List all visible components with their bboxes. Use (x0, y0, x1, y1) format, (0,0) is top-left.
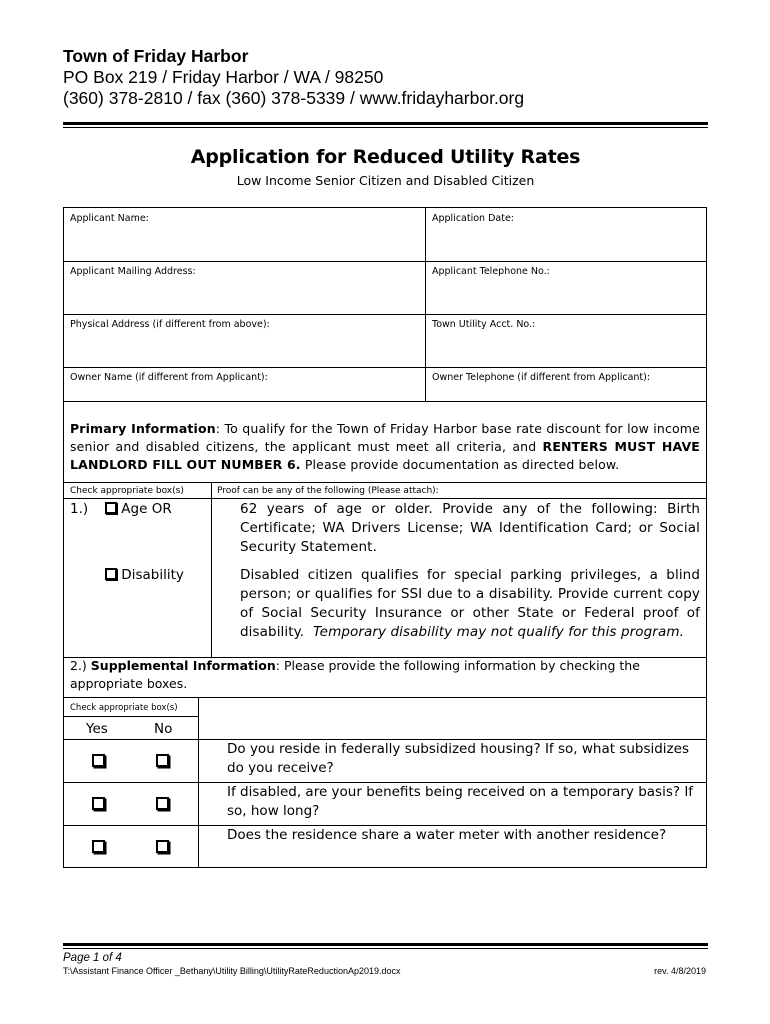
supplemental-text: : Please provide the following information by checking the appropriate boxes. (70, 658, 640, 691)
yes-column-header: Yes (86, 721, 108, 737)
applicant-name-field[interactable]: Applicant Name: (70, 213, 149, 224)
q1-yes-checkbox[interactable] (92, 754, 105, 767)
footer-rule-thin (63, 948, 708, 949)
grid-line (64, 498, 706, 499)
section1-divider (211, 482, 212, 657)
grid-line (64, 314, 706, 315)
owner-name-field[interactable]: Owner Name (if different from Applicant): (70, 372, 268, 383)
application-form (63, 207, 707, 868)
owner-phone-field[interactable]: Owner Telephone (if different from Applicant): (432, 372, 651, 383)
footer-rule-thick (63, 943, 708, 946)
header-rule-thin (63, 127, 708, 128)
item-number-2: 2.) (70, 658, 87, 673)
primary-text: : To qualify for the Town of Friday Harbor base rate discount for low income senior and disabled citizens, the applicant must meet all criteria, and (70, 421, 700, 454)
no-column-header: No (154, 721, 173, 737)
info-grid-divider (425, 208, 426, 401)
disability-note: Temporary disability may not qualify for this program. (313, 624, 684, 640)
supplemental-heading: Supplemental Information (90, 658, 276, 673)
file-path: T:\Assistant Finance Officer _Bethany\Utility Billing\UtilityRateReductionAp2019.docx (63, 966, 401, 976)
application-date-field[interactable]: Application Date: (432, 213, 515, 224)
disability-label: Disability (121, 567, 184, 583)
letterhead (63, 46, 713, 109)
disability-proof-text (240, 566, 700, 642)
question-3: Does the residence share a water meter with another residence? (227, 827, 667, 843)
age-option[interactable] (105, 500, 172, 519)
primary-information (70, 420, 700, 474)
grid-line (64, 482, 706, 483)
primary-heading: Primary Information (70, 421, 216, 436)
question-2: If disabled, are your benefits being received on a temporary basis? If so, how long? (227, 784, 694, 819)
renters-notice: RENTERS MUST HAVE LANDLORD FILL OUT NUMBER 6. (70, 439, 700, 472)
org-address: PO Box 219 / Friday Harbor / WA / 98250 (63, 67, 384, 87)
org-name: Town of Friday Harbor (63, 46, 249, 66)
proof-header: Proof can be any of the following (Please attach): (217, 486, 439, 496)
grid-line (64, 716, 198, 717)
mailing-address-field[interactable]: Applicant Mailing Address: (70, 266, 196, 277)
grid-line (64, 261, 706, 262)
check-box-header-2: Check appropriate box(s) (70, 703, 178, 713)
utility-acct-field[interactable]: Town Utility Acct. No.: (432, 319, 536, 330)
age-checkbox[interactable] (105, 502, 117, 514)
question-1: Do you reside in federally subsidized housing? If so, what subsidizes do you receive? (227, 741, 689, 776)
header-rule-thick (63, 122, 708, 125)
age-label: Age OR (121, 501, 172, 517)
check-box-header: Check appropriate box(s) (70, 486, 184, 496)
form-subtitle: Low Income Senior Citizen and Disabled Citizen (236, 173, 535, 188)
telephone-field[interactable]: Applicant Telephone No.: (432, 266, 550, 277)
org-contact: (360) 378-2810 / fax (360) 378-5339 / www.fridayharbor.org (63, 88, 525, 108)
supplemental-information (70, 657, 670, 693)
q2-no-checkbox[interactable] (156, 797, 169, 810)
disability-text: Disabled citizen qualifies for special parking privileges, a blind person; or qualifies for SSI due to a disability. Provide current copy of Social Security Insurance or other State or Federal proof of disability. (240, 567, 700, 640)
q3-yes-checkbox[interactable] (92, 840, 105, 853)
grid-line (64, 367, 706, 368)
page-number: Page 1 of 4 (63, 952, 122, 964)
grid-line (64, 697, 706, 698)
q1-no-checkbox[interactable] (156, 754, 169, 767)
physical-address-field[interactable]: Physical Address (if different from above): (70, 319, 270, 330)
disability-checkbox[interactable] (105, 568, 117, 580)
revision-date: rev. 4/8/2019 (654, 966, 706, 976)
q3-no-checkbox[interactable] (156, 840, 169, 853)
age-proof-text: 62 years of age or older. Provide any of the following: Birth Certificate; WA Drivers License; WA Identification Card; or Social Security Statement. (240, 501, 700, 555)
grid-line (64, 401, 706, 402)
primary-text-end: Please provide documentation as directed below. (300, 457, 620, 472)
q2-yes-checkbox[interactable] (92, 797, 105, 810)
disability-option[interactable] (105, 566, 184, 585)
item-number-1: 1.) (70, 501, 89, 517)
form-title: Application for Reduced Utility Rates (190, 146, 581, 168)
